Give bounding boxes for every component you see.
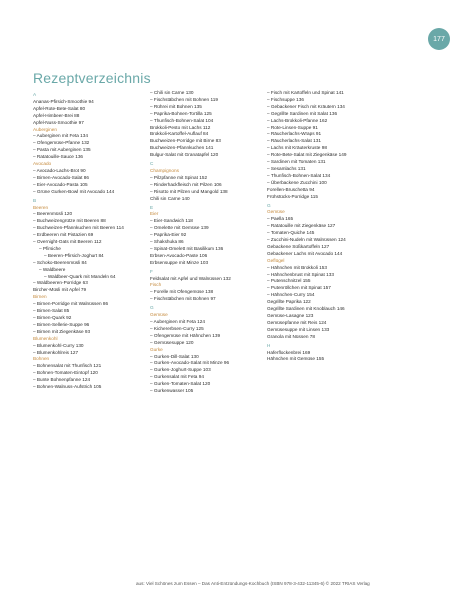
index-entry: – Waldbeere [39,266,66,272]
index-entry: – Zucchini-Nudeln mit Walnüssen 124 [267,237,346,243]
index-column-1 [33,90,132,575]
index-entry: – Buchweizengrütze mit Beeren 88 [33,218,106,224]
index-entry: – Forelle mit Ofengemüse 138 [150,289,214,295]
index-entry: – Ofengemüse mit Hähnchen 139 [150,332,221,338]
index-letter: A [33,92,37,97]
index-entry: – Eier-Sandwich 118 [150,218,193,224]
index-entry: Brokkoli-Kartoffel-Auflauf 84 [150,131,209,137]
index-entry: – Lachs-Brokkoli-Pfanne 162 [267,117,328,123]
index-entry: – Überbackene Zucchini 100 [267,179,327,185]
index-entry: – Rührei mit Bohnen 135 [150,103,202,109]
index-entry: – Lachs mit Kräuterkruste 98 [267,145,327,151]
index-entry: – Pasta mit Auberginen 135 [33,147,91,153]
index-entry: – Avocado-Lachs-Brot 90 [33,167,86,173]
index-entry: – Overnight-Oats mit Beeren 112 [33,239,102,245]
index-entry: Frühstücks-Porridge 115 [267,193,318,199]
index-entry: – Beerenmüsli 120 [33,211,73,217]
index-entry: – Hähnchenbrust mit Spinat 133 [267,271,334,277]
page-footer: aus: Viel Schönes zum Essen – Das Anti-Entzündungs-Kochbuch (ISBN 978-3-432-11345-6) © 2022 TRIAS Verlag [136,581,370,586]
index-entry: Buchweizen-Pfannkuchen 141 [150,145,214,151]
index-entry: – Gurken-Tomaten-Salat 120 [150,381,211,387]
index-entry: – Hähnchen-Curry 154 [267,292,315,298]
index-entry: – Hähnchen mit Brokkoli 153 [267,264,327,270]
index-entry: Gegrillte Paprika 122 [267,299,311,305]
index-letter: H [267,342,271,348]
index-entry: – Gurken-Joghurt-Suppe 103 [150,367,211,373]
index-entry: – Beeren-Pfirsich-Joghurt 84 [44,252,104,258]
index-entry: Apfel-Himbeer-Brei 88 [33,112,80,118]
index-entry: – Grüne Gurken-Bowl mit Avocado 144 [33,188,115,194]
index-entry: – Bunte Bohnenpfanne 124 [33,377,91,383]
index-entry: – Putenröllchen mit Spinat 157 [267,285,331,291]
index-entry: – Ratatouille-Sauce 136 [33,154,84,160]
index-heading: Eier [150,211,159,217]
index-entry: Granola mit Nüssen 78 [267,333,315,339]
index-entry: Chili sin Carne 140 [150,195,190,201]
index-entry: – Blumenkohlreis 127 [33,349,79,355]
index-entry: – Gebackener Fisch mit Kräutern 134 [267,103,345,109]
index-entry: – Thunfisch-Bohnen-Salat 104 [150,117,214,123]
index-entry: – Gurken-Avocado-Salat mit Minze 96 [150,360,230,366]
index-entry: – Omelette mit Gemüse 139 [150,225,209,231]
index-entry: Bircher-Müsli mit Apfel 79 [33,287,87,293]
index-entry: Feldsalat mit Apfel und Walnüssen 132 [150,275,231,281]
index-heading: Avocado [33,161,52,167]
index-entry: – Waldbeer-Quark mit Mandeln 64 [44,273,116,279]
page-number-badge: 177 [428,28,450,50]
index-entry: – Waldbeeren-Porridge 63 [33,280,88,286]
index-entry: Buchweizen-Porridge mit Birne 83 [150,138,221,144]
index-heading: Auberginen [33,126,57,132]
index-entry: – Kichererbsen-Curry 125 [150,325,204,331]
index-entry: – Rote-Linsen-Suppe 91 [267,124,318,130]
index-entry: – Bohnensalat mit Thunfisch 121 [33,363,102,369]
index-entry: Forellen-Bruschetta 94 [267,186,315,192]
index-entry: – Birnen-Quark 92 [33,315,72,320]
index-entry: – Gurkensalat mit Feta 94 [150,374,204,380]
index-heading: Gurke [150,346,163,352]
index-heading: Birnen [33,294,47,300]
index-entry: – Bohnen-Walnuss-Aufstrich 105 [33,384,102,390]
index-entry: Gegrillte Sardinen mit Knoblauch 146 [267,306,345,312]
index-entry: – Paella 165 [267,216,294,222]
index-entry: – Gemüsesuppe 120 [150,339,194,345]
index-entry: – Paprika-Eier 92 [150,232,187,238]
index-entry: – Sesamlachs 131 [267,165,306,171]
index-letter: B [33,197,37,203]
index-entry: – Sardinen mit Tomaten 131 [267,159,326,165]
index-entry: – Ratatouille mit Ziegenkäse 127 [267,223,336,229]
index-entry: – Birnen-Sellerie-Suppe 96 [33,321,90,327]
index-entry: – Fischstäbchen mit Bohnen 97 [150,296,216,302]
index-entry: Gebackener Lachs mit Avocado 144 [267,250,343,256]
index-entry: – Auberginen mit Feta 134 [33,133,88,139]
index-entry: – Chili sin Carne 130 [150,90,194,95]
index-letter: F [150,268,153,274]
index-entry: – Fisch mit Kartoffeln und Spinat 141 [267,90,344,95]
index-entry: – Shakshuka 86 [150,239,184,245]
index-entry: – Erdbeeren mit Pistazien 69 [33,232,94,238]
index-entry: – Thunfisch-Bohnen-Salat 134 [267,172,331,178]
index-heading: Beeren [33,204,49,210]
index-entry: Gemüsesuppe mit Linsen 133 [267,326,330,332]
index-entry: – Räucherlachs-Wraps 91 [267,131,322,137]
index-entry: Erbsensuppe mit Minze 103 [150,259,209,265]
index-entry: Hähnchen mit Gemüse 155 [267,356,325,362]
index-entry: Brokkoli-Pesto mit Lachs 112 [150,124,211,130]
index-entry: – Blumenkohl-Curry 130 [33,342,84,348]
index-heading: Gemüse [150,312,168,318]
index-entry: – Fischstäbchen mit Bohnen 119 [150,96,218,102]
index-entry: Apfel-Rote-Bete-Salat 80 [33,105,86,111]
index-heading: Fisch [150,282,162,288]
index-entry: – Pilzpfanne mit Spinat 152 [150,174,208,180]
index-letter: E [150,204,154,210]
index-entry: – Fischsuppe 136 [267,96,305,102]
index-heading: Gemüse [267,209,285,215]
index-entry: – Rote-Bete-Salat mit Ziegenkäse 149 [267,152,347,158]
index-entry: – Auberginen mit Feta 124 [150,319,205,324]
index-entry: – Birnen-Salat 85 [33,308,70,314]
index-entry: – Gurkenwasser 105 [150,388,194,394]
index-entry: Apfel-Nuss-Smoothie 97 [33,119,84,125]
index-entry: Bulgur-Salat mit Granatapfel 120 [150,152,219,158]
index-entry: – Risotto mit Pilzen und Mangold 138 [150,188,228,194]
index-entry: – Birnen-Porridge mit Walnüssen 86 [33,301,109,307]
index-entry: – Putenschnitzel 155 [267,278,311,284]
index-columns [33,90,433,575]
index-entry: – Paprika-Bohnen-Tortilla 125 [150,110,212,116]
index-entry: – Buchweizen-Pfannkuchen mit Beeren 114 [33,225,124,231]
index-entry: Gemüse-Lasagne 123 [267,313,314,318]
index-entry: – Bohnen-Tomaten-Eintopf 120 [33,370,98,376]
index-entry: Gemüsepfanne mit Reis 124 [267,319,327,325]
index-entry: Ananas-Pfirsich-Smoothie 94 [33,98,94,104]
index-letter: G [267,202,271,208]
index-entry: – Tomaten-Quiche 145 [267,230,315,236]
index-entry: – Ofengemüse-Pfanne 132 [33,140,90,146]
index-entry: – Gegrillte Sardinen mit Salat 136 [267,110,338,116]
index-letter: G [150,305,154,311]
index-entry: Haferflockenbrei 169 [267,349,311,355]
index-heading: Bohnen [33,356,50,362]
index-entry: – Pfirsiche [39,245,61,251]
index-entry: – Gurken-Dill-Salat 130 [150,353,199,359]
index-heading: Blumenkohl [33,335,58,341]
index-entry: – Räucherlachs-Salat 131 [267,138,321,144]
page-title: Rezeptverzeichnis [33,70,151,86]
index-entry: Erbsen-Avocado-Paste 106 [150,252,208,258]
index-heading: Champignons [150,167,179,173]
index-entry: – Rinderhackfleisch mit Pilzen 106 [150,181,222,187]
index-entry: Gebackene Süßkartoffeln 127 [267,243,330,249]
index-column-2 [150,90,249,575]
index-letter: C [150,161,154,167]
index-column-3 [267,90,366,575]
index-entry: – Eier-Avocado-Pasta 105 [33,181,88,187]
index-entry: – Birnen mit Ziegenkäse 93 [33,328,91,334]
index-heading: Geflügel [267,257,285,263]
index-entry: – Spinat-Omelett mit Basilikum 136 [150,245,224,251]
index-entry: – Schoko-Beerenmüsli 84 [33,259,87,265]
index-entry: – Birnen-Avocado-Salat 86 [33,174,89,180]
